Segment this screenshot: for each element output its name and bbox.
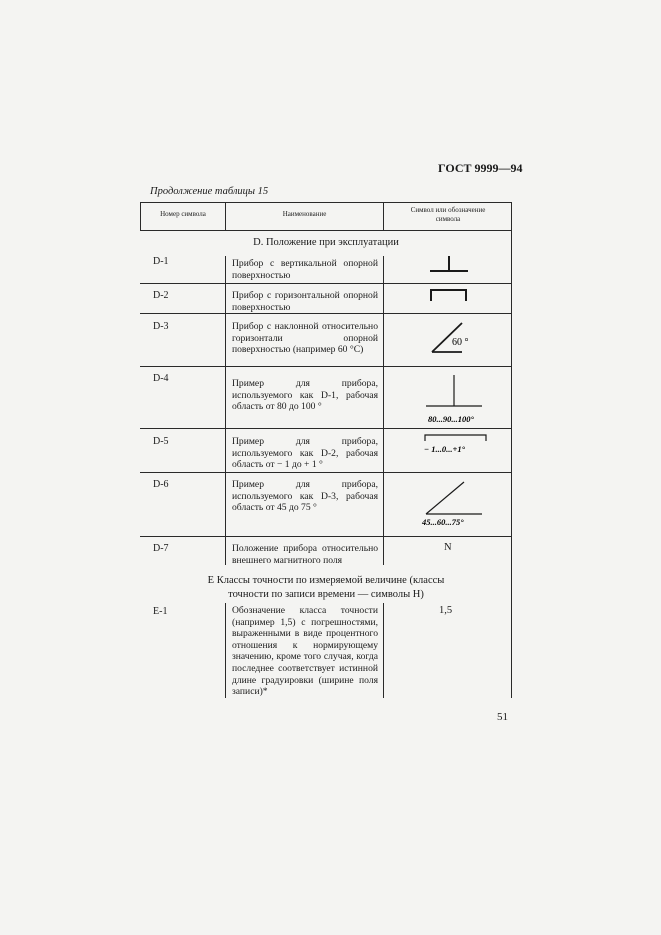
row-code: D-4 [153, 373, 169, 384]
table-continuation-caption: Продолжение таблицы 15 [150, 186, 269, 197]
row-separator [140, 428, 512, 429]
magnetic-field-symbol: N [444, 542, 452, 553]
column-header-symbol: Символ или обозначение символа [410, 206, 486, 223]
section-title-e: Е Классы точности по измеряемой величине (классы точности по записи времени — символы Н) [207, 575, 445, 600]
header-bottom-border [140, 230, 512, 231]
inclined-mount-symbol [428, 318, 494, 358]
column-header-code: Номер символа [160, 210, 206, 218]
inclined-range-symbol [418, 478, 494, 530]
angle-label: 60 ° [452, 337, 469, 348]
row-separator [140, 366, 512, 367]
row-name: Пример для прибора, используемого как D-1, рабочая область от 80 до 100 ° [232, 378, 378, 413]
column-divider-2 [383, 202, 384, 231]
row-code: D-5 [153, 436, 169, 447]
row-separator [140, 472, 512, 473]
row-name: Пример для прибора, используемого как D-2, рабочая область от − 1 до + 1 ° [232, 436, 378, 471]
row-name: Пример для прибора, используемого как D-3, рабочая область от 45 до 75 ° [232, 479, 378, 514]
column-divider-2-body-e [383, 603, 384, 698]
row-separator [140, 536, 512, 537]
row-code: D-6 [153, 479, 169, 490]
page-number: 51 [497, 711, 508, 723]
row-name: Прибор с горизонтальной опорной поверхностью [232, 290, 378, 313]
row-separator [140, 283, 512, 284]
table-top-border [140, 202, 512, 203]
row-name: Обозначение класса точности (например 1,5) с погрешностями, выраженными в виде процентного отношения к нормирующему значению, кроме того случая, когда последнее соответствует истинной длине градуировки (ширине поля записи)* [232, 605, 378, 698]
row-name: Прибор с наклонной относительно горизонтали опорной поверхностью (например 60 °С) [232, 321, 378, 356]
range-label: − 1...0...+1° [424, 444, 466, 454]
document-code: ГОСТ 9999—94 [438, 161, 523, 175]
horizontal-range-symbol [420, 430, 494, 456]
row-code: D-2 [153, 290, 169, 301]
accuracy-class-symbol: 1,5 [439, 605, 453, 616]
row-code: D-7 [153, 543, 169, 554]
column-divider-2-body [383, 256, 384, 565]
range-label: 45...60...75° [422, 517, 464, 527]
range-label: 80...90...100° [428, 414, 474, 424]
section-title-d: D. Положение при эксплуатации [253, 237, 399, 248]
row-name: Прибор с вертикальной опорной поверхностью [232, 258, 378, 281]
column-divider-1-body-e [225, 603, 226, 698]
row-name: Положение прибора относительно внешнего магнитного поля [232, 543, 378, 566]
row-code: Е-1 [153, 606, 168, 617]
column-header-name: Наименование [282, 210, 327, 218]
horizontal-mount-symbol [428, 286, 470, 304]
vertical-range-symbol [420, 372, 490, 424]
column-divider-1-body [225, 256, 226, 565]
row-code: D-1 [153, 256, 169, 267]
vertical-mount-symbol [425, 254, 473, 276]
table-right-border [511, 202, 512, 698]
row-code: D-3 [153, 321, 169, 332]
